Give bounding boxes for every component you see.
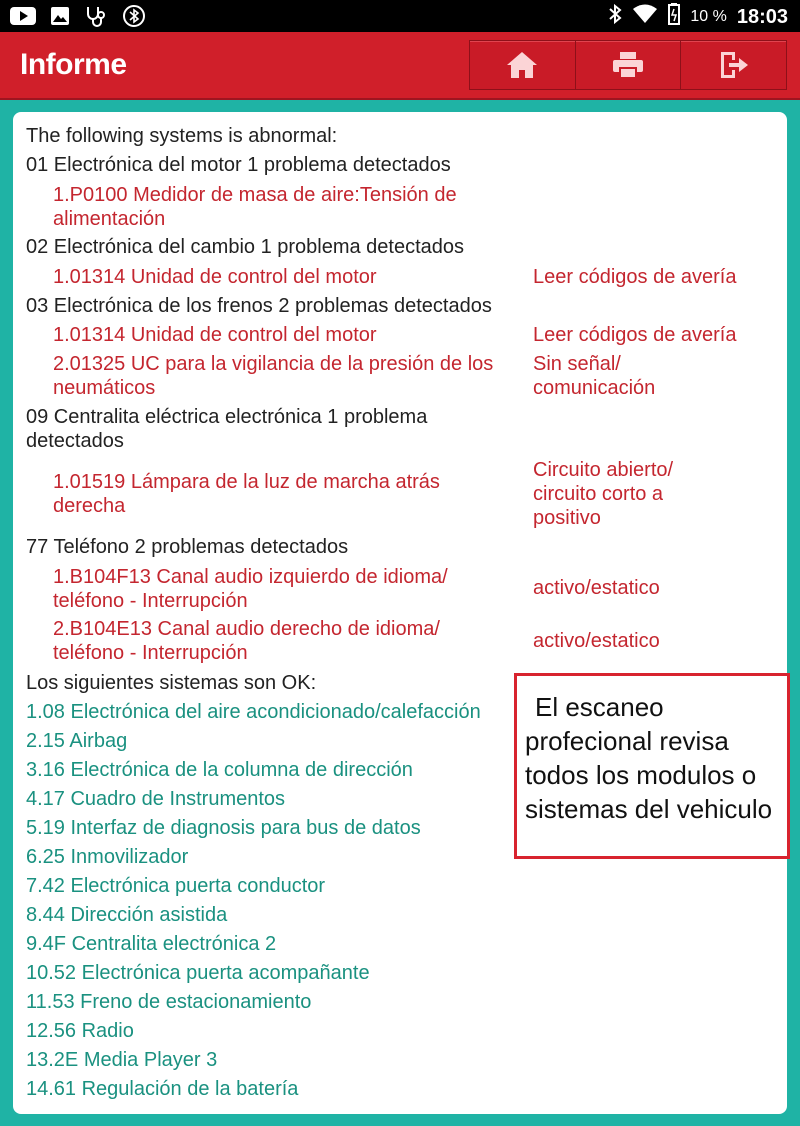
ok-system-item: 5.19 Interfaz de diagnosis para bus de datos	[26, 817, 421, 839]
callout-line: profecional revisa	[525, 726, 729, 756]
notification-icons	[10, 4, 146, 28]
image-icon	[50, 4, 70, 28]
app-header	[0, 32, 800, 100]
clock: 18:03	[736, 5, 788, 28]
system-indicators	[608, 3, 788, 31]
fault-code: 1.01519 Lámpara de la luz de marcha atrás derecha	[53, 471, 440, 517]
ok-system-item: 6.25 Inmovilizador	[26, 846, 189, 868]
fault-code: 1.01314 Unidad de control del motor	[53, 324, 377, 346]
ok-system-item: 10.52 Electrónica puerta acompañante	[26, 962, 370, 984]
home-icon	[505, 50, 539, 80]
ok-system-item: 3.16 Electrónica de la columna de dirección	[26, 759, 413, 781]
status-bar	[0, 0, 800, 32]
page-title: Informe	[20, 48, 127, 81]
callout-line: todos los modulos o	[525, 760, 757, 790]
youtube-icon	[10, 4, 36, 28]
ok-system-item: 14.61 Regulación de la batería	[26, 1078, 299, 1100]
callout-line: El escaneo	[535, 692, 664, 722]
group-title: 77 Teléfono 2 problemas detectados	[26, 536, 349, 558]
group-title: 02 Electrónica del cambio 1 problema detectados	[26, 236, 465, 258]
ok-system-item: 1.08 Electrónica del aire acondicionado/calefacción	[26, 701, 481, 723]
ok-system-item: 11.53 Freno de estacionamiento	[26, 991, 312, 1013]
exit-button[interactable]	[681, 41, 786, 89]
bluetooth-icon	[608, 3, 622, 31]
callout-annotation	[514, 673, 790, 859]
fault-code: 1.01314 Unidad de control del motor	[53, 266, 377, 288]
print-button[interactable]	[576, 41, 682, 89]
callout-line: sistemas del vehiculo	[525, 794, 773, 824]
fault-code: 1.P0100 Medidor de masa de aire:Tensión de alimentación	[53, 184, 457, 230]
fault-status: Leer códigos de avería	[533, 266, 737, 288]
fault-code: 2.01325 UC para la vigilancia de la presión de los neumáticos	[53, 353, 494, 399]
fault-code: 2.B104E13 Canal audio derecho de idioma/ teléfono - Interrupción	[53, 618, 440, 664]
fault-status: Circuito abierto/ circuito corto a positivo	[533, 459, 674, 529]
exit-icon	[717, 50, 751, 80]
stethoscope-icon	[84, 4, 108, 28]
ok-system-item: 12.56 Radio	[26, 1020, 134, 1042]
ok-system-item: 4.17 Cuadro de Instrumentos	[26, 788, 286, 810]
ok-systems-title: Los siguientes sistemas son OK:	[26, 672, 317, 694]
fault-status: Sin señal/ comunicación	[533, 353, 656, 399]
print-icon	[611, 50, 645, 80]
fault-status: activo/estatico	[533, 577, 660, 599]
group-title: 03 Electrónica de los frenos 2 problemas detectados	[26, 295, 492, 317]
report-card	[13, 112, 787, 1114]
battery-icon	[668, 3, 680, 31]
ok-system-item: 13.2E Media Player 3	[26, 1049, 218, 1071]
group-title: 01 Electrónica del motor 1 problema detectados	[26, 154, 451, 176]
wifi-icon	[632, 4, 658, 30]
abnormal-intro: The following systems is abnormal:	[26, 125, 338, 147]
header-toolbar	[469, 40, 787, 90]
ok-system-item: 2.15 Airbag	[26, 730, 128, 752]
ok-system-item: 8.44 Dirección asistida	[26, 904, 228, 926]
ok-system-item: 7.42 Electrónica puerta conductor	[26, 875, 326, 897]
battery-level: 10 %	[690, 8, 727, 25]
fault-status: activo/estatico	[533, 630, 660, 652]
fault-status: Leer códigos de avería	[533, 324, 737, 346]
ok-system-item: 9.4F Centralita electrónica 2	[26, 933, 277, 955]
bluetooth-circle-icon	[122, 4, 146, 28]
home-button[interactable]	[470, 41, 576, 89]
group-title: 09 Centralita eléctrica electrónica 1 problema detectados	[26, 406, 428, 452]
fault-code: 1.B104F13 Canal audio izquierdo de idioma/ teléfono - Interrupción	[53, 566, 448, 612]
